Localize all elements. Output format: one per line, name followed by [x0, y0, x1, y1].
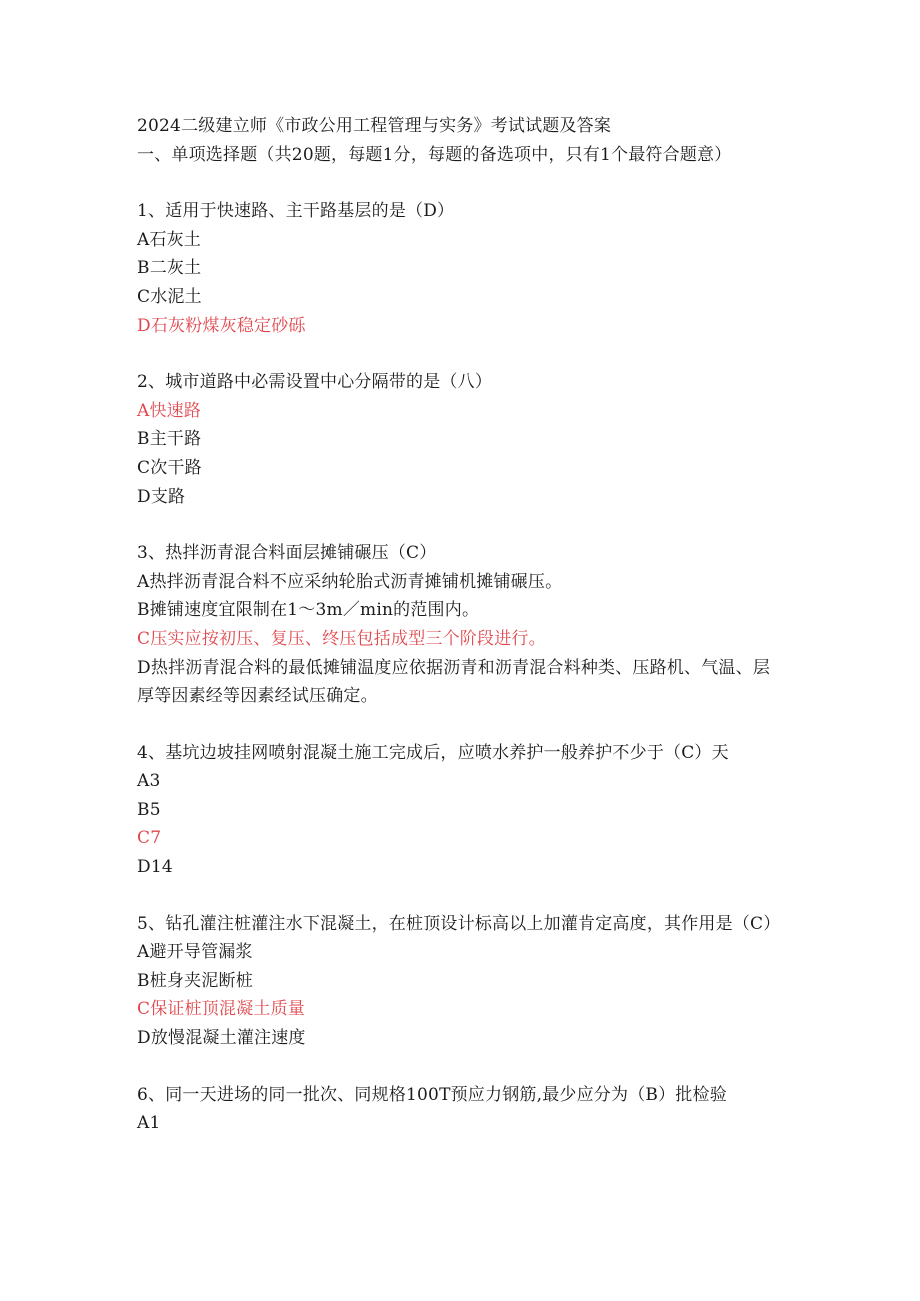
question-block [137, 882, 787, 1053]
question-stem: 1、适用于快速路、主干路基层的是（D） [137, 201, 455, 222]
question-spacer [137, 340, 787, 368]
option: D14 [137, 857, 173, 878]
option: C次干路 [137, 457, 202, 478]
answer-option: A快速路 [137, 400, 202, 421]
option: D放慢混凝土灌注速度 [137, 1028, 306, 1049]
question-block [137, 1053, 787, 1138]
question-stem: 2、城市道路中必需设置中心分隔带的是（八） [137, 372, 493, 393]
option: B二灰土 [137, 258, 202, 279]
question-stem: 6、同一天进场的同一批次、同规格100T预应力钢筋,最少应分为（B）批检验 [137, 1084, 727, 1105]
answer-option: C压实应按初压、复压、终压包括成型三个阶段进行。 [137, 628, 546, 649]
option: A3 [137, 771, 161, 792]
option: A1 [137, 1113, 161, 1134]
question-stem: 3、热拌沥青混合料面层摊铺碾压（C） [137, 543, 437, 564]
question-block [137, 511, 787, 711]
answer-option: C保证桩顶混凝土质量 [137, 999, 306, 1020]
question-stem: 4、基坑边坡挂网喷射混凝土施工完成后，应喷水养护一般养护不少于（C）天 [137, 742, 729, 763]
option: B主干路 [137, 429, 202, 450]
document-title: 2024二级建立师《市政公用工程管理与实务》考试试题及答案 [137, 116, 612, 136]
option: A石灰土 [137, 229, 202, 250]
option: D热拌沥青混合料的最低摊铺温度应依据沥青和沥青混合料种类、压路机、气温、层厚等因素经等因素经试压确定。 [137, 657, 771, 707]
answer-option: C7 [137, 828, 162, 849]
question-spacer [137, 511, 787, 539]
question-block [137, 169, 787, 340]
answer-option: D石灰粉煤灰稳定砂砾 [137, 315, 306, 336]
option: A热拌沥青混合料不应采纳轮胎式沥青摊铺机摊铺碾压。 [137, 571, 563, 592]
option: B桩身夹泥断桩 [137, 970, 253, 991]
section-heading: 一、单项选择题（共20题，每题1分，每题的备选项中，只有1个最符合题意） [137, 144, 732, 165]
question-stem: 5、钻孔灌注桩灌注水下混凝土，在桩顶设计标高以上加灌肯定高度，其作用是（C） [137, 913, 781, 934]
question-spacer [137, 882, 787, 910]
question-block [137, 711, 787, 882]
question-list [137, 169, 787, 1138]
question-spacer [137, 169, 787, 197]
option: A避开导管漏浆 [137, 942, 253, 963]
option: B5 [137, 799, 161, 820]
document-page [137, 112, 787, 1138]
question-block [137, 340, 787, 511]
option: B摊铺速度宜限制在1～3m／min的范围内。 [137, 600, 480, 621]
option: D支路 [137, 486, 186, 507]
option: C水泥土 [137, 286, 202, 307]
question-spacer [137, 1053, 787, 1081]
question-spacer [137, 711, 787, 739]
